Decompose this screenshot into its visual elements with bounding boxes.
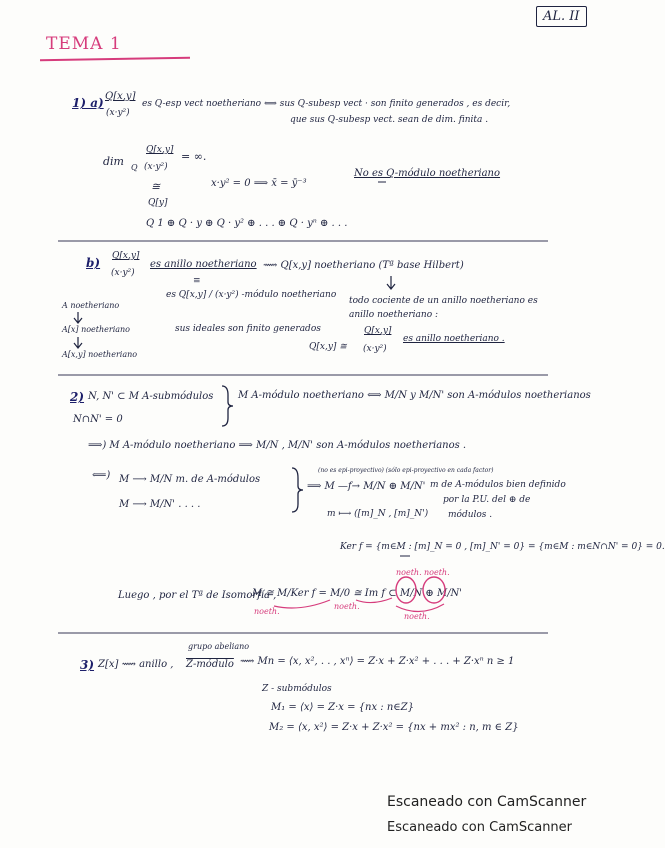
ex1b-denominator: (x·y²) bbox=[111, 268, 135, 278]
ex1a-line1: es Q-esp vect noetheriano ⟺ sus Q-subesp vect · son finito generados , es decir, bbox=[142, 99, 511, 109]
ex3-zx: Z[x] ⟿ anillo , bbox=[98, 659, 174, 670]
ex1b-anillo: es anillo noetheriano bbox=[150, 259, 257, 270]
left-step-2: A[x] noetheriano bbox=[62, 325, 130, 334]
direct-sum: Q 1 ⊕ Q · y ⊕ Q · y² ⊕ . . . ⊕ Q · yⁿ ⊕ . . . bbox=[146, 218, 348, 229]
hypothesis-brace bbox=[222, 386, 233, 426]
circle-m-n bbox=[396, 577, 416, 603]
pink-arrow-2 bbox=[356, 598, 392, 603]
down-arrow-1 bbox=[74, 312, 82, 323]
ex2-claim: M A-módulo noetheriano ⟺ M/N y M/N' son A-módulos noetherianos bbox=[238, 390, 591, 401]
ex3-mn: ⟿ Mn = ⟨x, x², . . , xⁿ⟩ = Z·x + Z·x² + . . . + Z·xⁿ n ≥ 1 bbox=[240, 656, 515, 667]
ex3-m2: M₂ = ⟨x, x²⟩ = Z·x + Z·x² = {nx + mx² : n, m ∈ Z} bbox=[269, 722, 519, 733]
ex1b-ideales: sus ideales son finito generados bbox=[175, 324, 321, 334]
dim-label: dim bbox=[103, 155, 124, 168]
noeth-label-2: noeth. bbox=[424, 568, 450, 577]
exercise-1a-number: 1) a) bbox=[72, 96, 104, 110]
noeth-label-5: noeth. bbox=[404, 612, 430, 621]
ex2-f-map: ⟹ M —f→ M/N ⊕ M/N' bbox=[307, 481, 426, 492]
iso-symbol: ≅ bbox=[151, 180, 161, 193]
not-noetherian-note: No es Q-módulo noetheriano bbox=[354, 168, 501, 179]
ex2-backward-label: ⟸) bbox=[92, 470, 111, 481]
ex1b-numerator: Q[x,y] bbox=[112, 251, 140, 261]
noeth-label-3: noeth. bbox=[254, 607, 280, 616]
dim-subscript: Q bbox=[131, 163, 138, 172]
ring-numerator: Q[x,y] bbox=[105, 91, 136, 102]
ex2-hom3: módulos . bbox=[448, 510, 493, 520]
down-arrow-2 bbox=[74, 337, 82, 348]
ex1b-hilbert: ⟿ Q[x,y] noetheriano (Tª base Hilbert) bbox=[263, 260, 464, 271]
course-label: AL. II bbox=[536, 6, 587, 27]
dim-denominator: (x·y²) bbox=[144, 162, 168, 172]
ex2-forward: ⟹) M A-módulo noetheriano ⟹ M/N , M/N' son A-módulos noetherianos . bbox=[88, 440, 467, 451]
left-step-3: A[x,y] noetheriano bbox=[62, 350, 138, 359]
exercise-1b-number: b) bbox=[86, 256, 101, 270]
ex2-note: (no es epi-proyectivo) (sólo epi-proyectivo en cada factor) bbox=[318, 467, 494, 474]
ex2-hyp2: N∩N' = 0 bbox=[73, 414, 123, 425]
ex3-m1: M₁ = ⟨x⟩ = Z·x = {nx : n∈Z} bbox=[271, 702, 414, 713]
ex1b-qxy-left: Q[x,y] ≅ bbox=[309, 342, 347, 352]
ex3-zmodulo: Z-módulo bbox=[186, 659, 234, 670]
ex3-zsub: Z - submódulos bbox=[262, 684, 332, 694]
ex1b-final-numerator: Q[x,y] bbox=[364, 326, 392, 336]
ex2-iso-chain: M ≅ M/Ker f = M/0 ≅ Im f ⊂ M/N ⊕ M/N' bbox=[252, 588, 463, 599]
dim-numerator: Q[x,y] bbox=[146, 145, 174, 155]
pink-arrow-1 bbox=[274, 600, 330, 608]
ex2-kernel: Ker f = {m∈M : [m]_N = 0 , [m]_N' = 0} = {m∈M : m∈N∩N' = 0} = 0. bbox=[340, 542, 665, 552]
exercise-3-number: 3) bbox=[80, 658, 95, 672]
ex1b-cociente2: anillo noetheriano : bbox=[349, 310, 439, 320]
ex2-hom1: m de A-módulos bien definido bbox=[430, 480, 566, 490]
pink-underbrace bbox=[396, 604, 444, 612]
ex1b-final-denominator: (x·y²) bbox=[363, 344, 387, 354]
circle-m-n-prime bbox=[423, 577, 445, 603]
ring-denominator: (x·y²) bbox=[106, 108, 130, 118]
page-title: TEMA 1 bbox=[46, 34, 122, 54]
qy-label: Q[y] bbox=[148, 198, 168, 208]
ex1b-triple-bar: ≡ bbox=[193, 276, 201, 286]
ex2-mapsto: m ⟼ ([m]_N , [m]_N') bbox=[327, 509, 429, 519]
left-step-1: A noetheriano bbox=[62, 301, 120, 310]
down-arrow-3 bbox=[387, 276, 395, 289]
noeth-label-4: noeth. bbox=[334, 602, 360, 611]
ex1b-modulo: es Q[x,y] / (x·y²) -módulo noetheriano bbox=[166, 290, 337, 300]
ex1a-line2: que sus Q-subesp vect. sean de dim. finita . bbox=[290, 115, 489, 125]
ex2-luego: Luego , por el Tª de Isomorfía , bbox=[118, 590, 277, 601]
ex3-grupo: grupo abeliano bbox=[188, 642, 250, 651]
relation: x·y² = 0 ⟹ x̄ = ȳ⁻³ bbox=[211, 178, 307, 189]
exercise-2-number: 2) bbox=[70, 390, 85, 404]
maps-brace bbox=[292, 468, 303, 512]
ex2-map2: M ⟶ M/N' . . . . bbox=[119, 499, 201, 510]
ex2-map1: M ⟶ M/N m. de A-módulos bbox=[119, 474, 261, 485]
camscanner-watermark: Escaneado con CamScanner bbox=[387, 794, 587, 810]
dim-result: = ∞. bbox=[181, 150, 207, 163]
noeth-label-1: noeth. bbox=[396, 568, 422, 577]
ex2-hom2: por la P.U. del ⊕ de bbox=[443, 495, 531, 505]
ex1b-cociente1: todo cociente de un anillo noetheriano es bbox=[349, 296, 538, 306]
ex1b-conclusion: es anillo noetheriano . bbox=[403, 334, 505, 344]
camscanner-caption: Escaneado con CamScanner bbox=[387, 820, 573, 835]
ex2-hyp1: N, N' ⊂ M A-submódulos bbox=[88, 391, 214, 402]
